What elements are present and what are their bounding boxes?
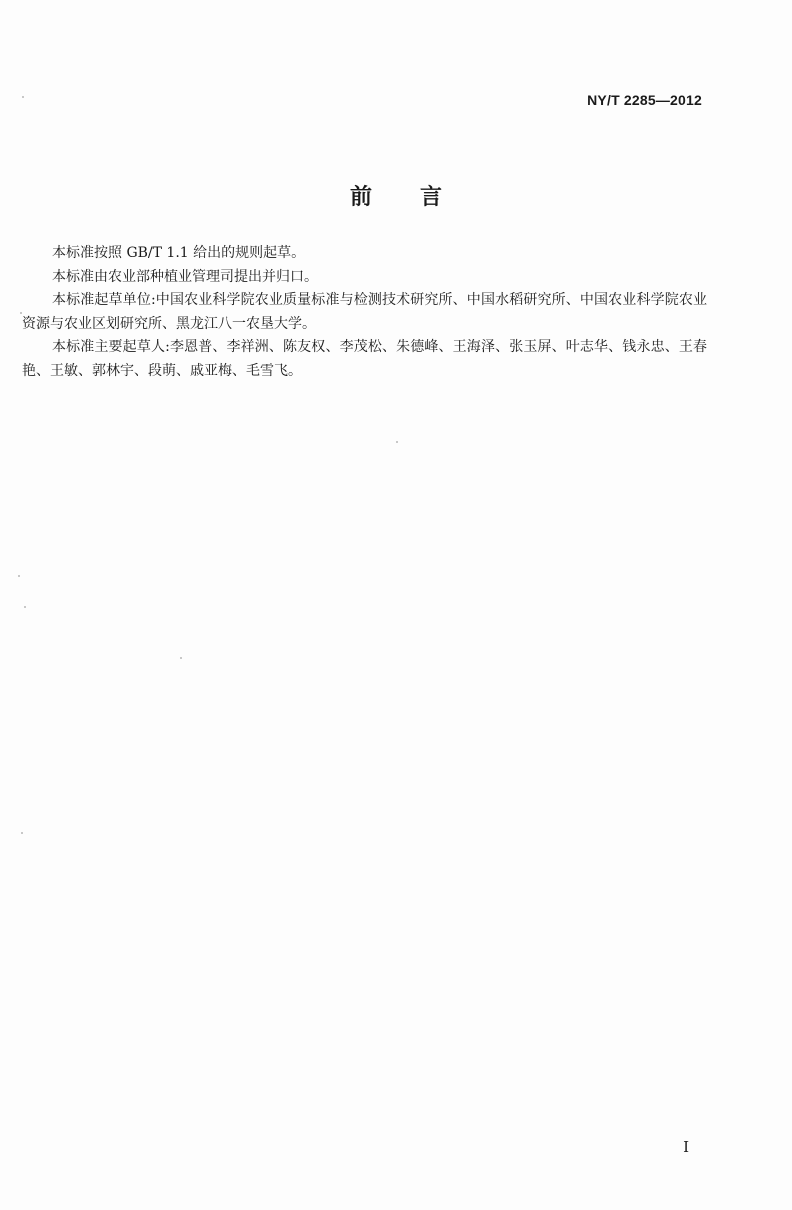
paragraph-drafting-units: 本标准起草单位:中国农业科学院农业质量标准与检测技术研究所、中国水稻研究所、中国农业科学院农业资源与农业区划研究所、黑龙江八一农垦大学。: [22, 292, 707, 332]
scan-speck: [21, 832, 23, 834]
standard-number: NY/T 2285—2012: [587, 92, 702, 108]
scan-speck: [20, 312, 22, 314]
paragraph-drafting-rules: 本标准按照 GB/T 1.1 给出的规则起草。: [52, 245, 306, 261]
page-title: 前言: [349, 185, 490, 210]
paragraph-drafters: 本标准主要起草人:李恩普、李祥洲、陈友权、李茂松、朱德峰、王海泽、张玉屏、叶志华、钱永忠、王春艳、王敏、郭林宇、段萌、戚亚梅、毛雪飞。: [22, 339, 707, 379]
scan-speck: [180, 657, 182, 659]
scan-speck: [396, 441, 398, 443]
paragraph-proposer: 本标准由农业部种植业管理司提出并归口。: [52, 268, 318, 285]
scan-speck: [24, 606, 26, 608]
foreword-body: [22, 242, 707, 383]
scan-speck: [18, 575, 20, 577]
scan-speck: [22, 96, 24, 98]
page-number: I: [683, 1138, 689, 1156]
